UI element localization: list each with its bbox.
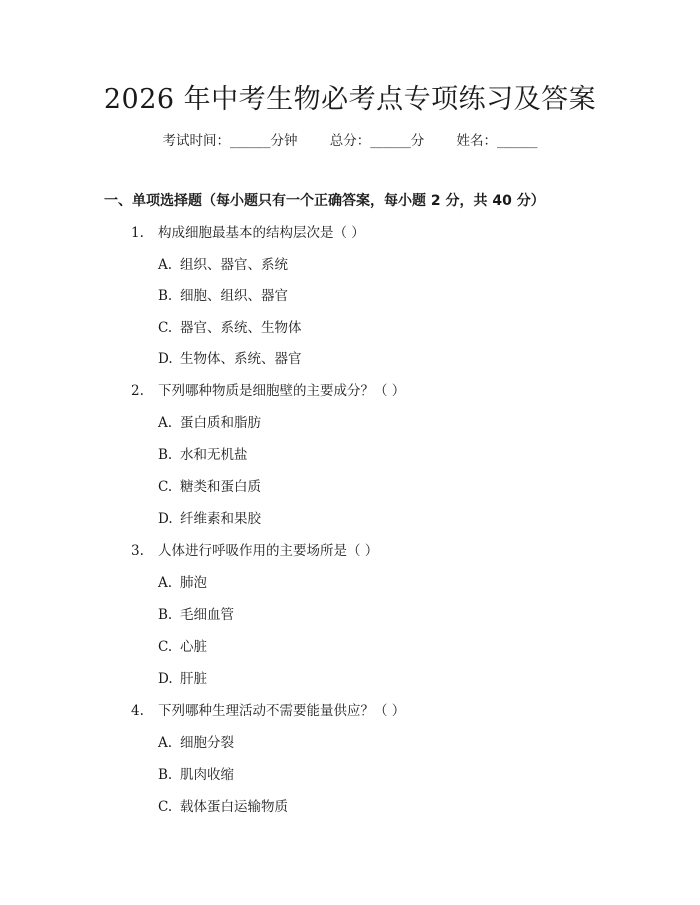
option-letter: B. (158, 767, 173, 783)
option-letter: C. (158, 320, 173, 336)
question-number: 2. (131, 383, 144, 399)
option-text: 水和无机盐 (180, 447, 248, 463)
option-text: 毛细血管 (180, 607, 234, 623)
question-2 (131, 381, 405, 401)
option-text: 生物体、系统、器官 (180, 351, 302, 367)
option-3d (158, 669, 207, 689)
option-2c (158, 477, 261, 497)
option-text: 蛋白质和脂肪 (180, 415, 261, 431)
option-letter: B. (158, 607, 173, 623)
exam-time-field: 考试时间：______分钟 (162, 133, 298, 149)
exam-meta (0, 131, 700, 151)
option-1d (158, 349, 302, 369)
question-text: 下列哪种生理活动不需要能量供应？（ ） (158, 703, 406, 719)
question-text: 构成细胞最基本的结构层次是（ ） (158, 225, 365, 241)
option-text: 糖类和蛋白质 (180, 479, 261, 495)
question-text: 人体进行呼吸作用的主要场所是（ ） (158, 543, 379, 559)
option-letter: A. (158, 257, 173, 273)
option-4c (158, 797, 288, 817)
document-title: 2026 年中考生物必考点专项练习及答案 (103, 84, 597, 115)
option-text: 组织、器官、系统 (180, 257, 288, 273)
option-3a (158, 573, 207, 593)
option-2b (158, 445, 248, 465)
total-score-field: 总分：______分 (329, 133, 425, 149)
question-text: 下列哪种物质是细胞壁的主要成分？（ ） (158, 383, 406, 399)
option-1c (158, 318, 302, 338)
question-number: 4. (131, 703, 144, 719)
option-4b (158, 765, 234, 785)
option-3c (158, 637, 207, 657)
section-heading: 一、单项选择题（每小题只有一个正确答案，每小题 2 分，共 40 分） (104, 193, 545, 209)
option-3b (158, 605, 234, 625)
option-letter: A. (158, 415, 173, 431)
option-letter: C. (158, 479, 173, 495)
option-text: 载体蛋白运输物质 (180, 799, 288, 815)
question-1 (131, 223, 365, 243)
option-text: 心脏 (180, 639, 207, 655)
option-letter: C. (158, 639, 173, 655)
option-letter: A. (158, 735, 173, 751)
question-3 (131, 541, 378, 561)
option-text: 细胞分裂 (180, 735, 234, 751)
option-text: 肝脏 (180, 671, 207, 687)
option-2d (158, 509, 261, 529)
question-number: 3. (131, 543, 144, 559)
option-text: 纤维素和果胶 (180, 511, 261, 527)
option-text: 肌肉收缩 (180, 767, 234, 783)
option-letter: B. (158, 447, 173, 463)
option-4a (158, 733, 234, 753)
option-letter: D. (158, 671, 173, 687)
option-1a (158, 255, 288, 275)
question-number: 1. (131, 225, 144, 241)
option-2a (158, 413, 261, 433)
option-text: 细胞、组织、器官 (180, 288, 288, 304)
option-letter: D. (158, 351, 173, 367)
option-letter: B. (158, 288, 173, 304)
option-letter: A. (158, 575, 173, 591)
option-text: 肺泡 (180, 575, 207, 591)
student-name-field: 姓名：______ (456, 133, 538, 149)
question-4 (131, 701, 405, 721)
option-letter: D. (158, 511, 173, 527)
option-letter: C. (158, 799, 173, 815)
option-text: 器官、系统、生物体 (180, 320, 302, 336)
option-1b (158, 286, 288, 306)
